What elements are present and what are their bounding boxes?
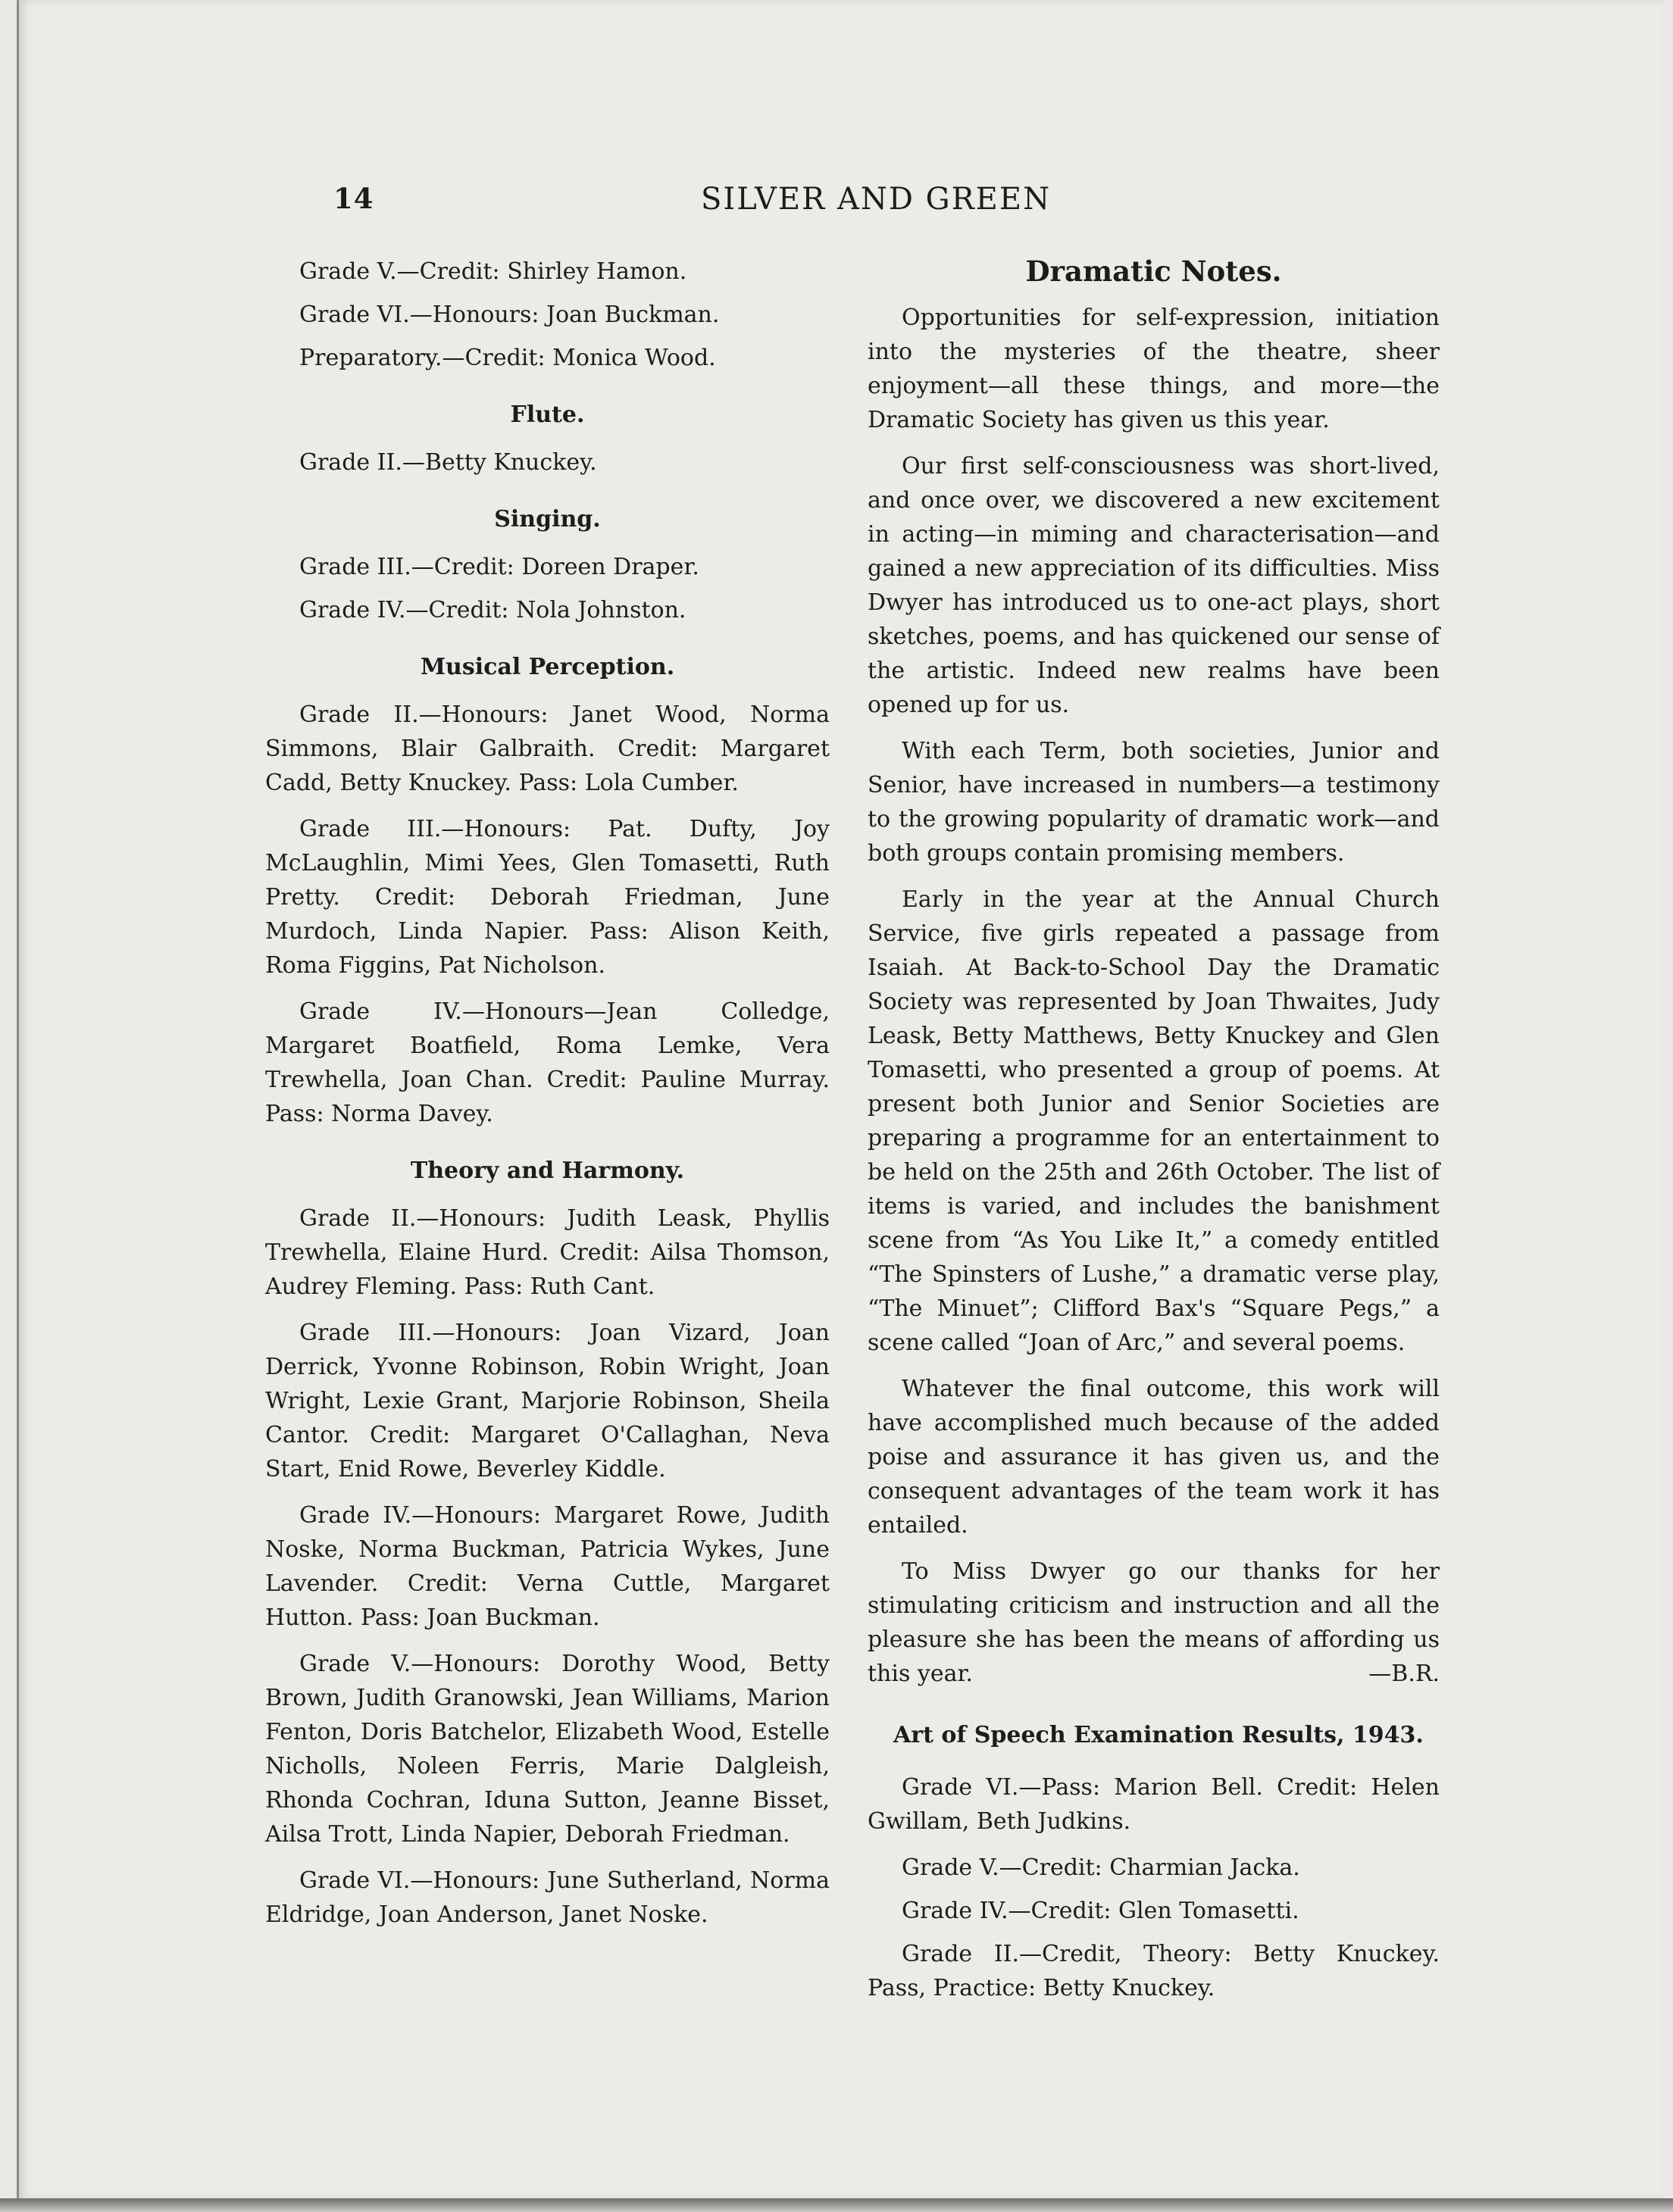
singing-grade-iv: Grade IV.—Credit: Nola Johnston. (299, 597, 686, 623)
theory-grade-iv: Grade IV.—Honours: Margaret Rowe, Judith Noske, Norma Buckman, Patricia Wykes, June Lavender. Credit: Verna Cuttle, Margaret Hutton. Pass: Joan Buckman. (265, 1502, 830, 1631)
dramatic-notes-paragraph: Opportunities for self-expression, initiation into the mysteries of the theatre, sheer enjoyment—all these things, and more—the Dramatic Society has given us this year. (868, 305, 1440, 433)
grade-v-credit: Grade V.—Credit: Shirley Hamon. (299, 258, 687, 285)
dramatic-notes-paragraph: Whatever the final outcome, this work will have accomplished much because of the added poise and assurance it has given us, and the consequent advantages of the team work it has entailed. (868, 1376, 1440, 1539)
theory-grade-iii: Grade III.—Honours: Joan Vizard, Joan Derrick, Yvonne Robinson, Robin Wright, Joan Wright, Lexie Grant, Marjorie Robinson, Sheila Cantor. Credit: Margaret O'Callaghan, Neva Start, Enid Rowe, Beverley Kiddle. (265, 1320, 830, 1482)
left-column (265, 255, 830, 1944)
musical-perception-grade-iii: Grade III.—Honours: Pat. Dufty, Joy McLaughlin, Mimi Yees, Glen Tomasetti, Ruth Pretty. Credit: Deborah Friedman, June Murdoch, Linda Napier. Pass: Alison Keith, Roma Figgins, Pat Nicholson. (265, 816, 830, 979)
flute-grade-ii: Grade II.—Betty Knuckey. (299, 449, 597, 476)
dramatic-notes-paragraph: Our first self-consciousness was short-lived, and once over, we discovered a new excitement in acting—in miming and characterisation—and gained a new appreciation of its difficulties. Miss Dwyer has introduced us to one-act plays, short sketches, poems, and has quickened our sense of the artistic. Indeed new realms have been opened up for us. (868, 453, 1440, 718)
speech-grade-ii: Grade II.—Credit, Theory: Betty Knuckey. Pass, Practice: Betty Knuckey. (868, 1941, 1440, 2001)
musical-perception-heading: Musical Perception. (420, 654, 675, 680)
theory-grade-vi: Grade VI.—Honours: June Sutherland, Norma Eldridge, Joan Anderson, Janet Noske. (265, 1867, 830, 1928)
speech-grade-v: Grade V.—Credit: Charmian Jacka. (902, 1854, 1300, 1881)
musical-perception-grade-iv: Grade IV.—Honours—Jean Colledge, Margaret Boatfield, Roma Lemke, Vera Trewhella, Joan Chan. Credit: Pauline Murray. Pass: Norma Davey. (265, 998, 830, 1127)
page-bottom-edge (0, 2198, 1673, 2212)
singing-heading: Singing. (494, 506, 601, 533)
page-number: 14 (333, 182, 374, 215)
singing-grade-iii: Grade III.—Credit: Doreen Draper. (299, 554, 699, 580)
musical-perception-grade-ii: Grade II.—Honours: Janet Wood, Norma Simmons, Blair Galbraith. Credit: Margaret Cadd, Betty Knuckey. Pass: Lola Cumber. (265, 701, 830, 796)
dramatic-notes-paragraph: With each Term, both societies, Junior and Senior, have increased in numbers—a testimony to the growing popularity of dramatic work—and both groups contain promising members. (868, 738, 1440, 867)
theory-grade-ii: Grade II.—Honours: Judith Leask, Phyllis Trewhella, Elaine Hurd. Credit: Ailsa Thomson, Audrey Fleming. Pass: Ruth Cant. (265, 1205, 830, 1300)
dramatic-notes-heading: Dramatic Notes. (1025, 255, 1282, 288)
speech-grade-iv: Grade IV.—Credit: Glen Tomasetti. (902, 1898, 1299, 1924)
flute-heading: Flute. (510, 401, 585, 428)
grade-vi-honours: Grade VI.—Honours: Joan Buckman. (299, 301, 720, 328)
theory-harmony-heading: Theory and Harmony. (410, 1158, 685, 1184)
art-of-speech-heading: Art of Speech Examination Results, 1943. (893, 1722, 1424, 1748)
dramatic-notes-thanks: To Miss Dwyer go our thanks for her stimulating criticism and instruction and all the pleasure she has been the means of affording us this year. (868, 1558, 1440, 1687)
speech-grade-vi: Grade VI.—Pass: Marion Bell. Credit: Helen Gwillam, Beth Judkins. (868, 1774, 1440, 1835)
theory-grade-v: Grade V.—Honours: Dorothy Wood, Betty Brown, Judith Granowski, Jean Williams, Marion Fenton, Doris Batchelor, Elizabeth Wood, Estelle Nicholls, Noleen Ferris, Marie Dalgleish, Rhonda Cochran, Iduna Sutton, Jeanne Bisset, Ailsa Trott, Linda Napier, Deborah Friedman. (265, 1651, 830, 1848)
signature: —B.R. (1368, 1661, 1440, 1687)
dramatic-notes-paragraph: Early in the year at the Annual Church Service, five girls repeated a passage from Isaiah. At Back-to-School Day the Dramatic Society was represented by Joan Thwaites, Judy Leask, Betty Matthews, Betty Knuckey and Glen Tomasetti, who presented a group of poems. At present both Junior and Senior Societies are preparing a programme for an entertainment to be held on the 25th and 26th October. The list of items is varied, and includes the banishment scene from “As You Like It,” a comedy entitled “The Spinsters of Lushe,” a dramatic verse play, “The Minuet”; Clifford Bax's “Square Pegs,” a scene called “Joan of Arc,” and several poems. (868, 886, 1440, 1356)
right-column (868, 255, 1440, 2017)
running-title: SILVER AND GREEN (701, 182, 1052, 217)
preparatory-credit: Preparatory.—Credit: Monica Wood. (299, 345, 716, 371)
dramatic-notes-closing (868, 1554, 1440, 1691)
